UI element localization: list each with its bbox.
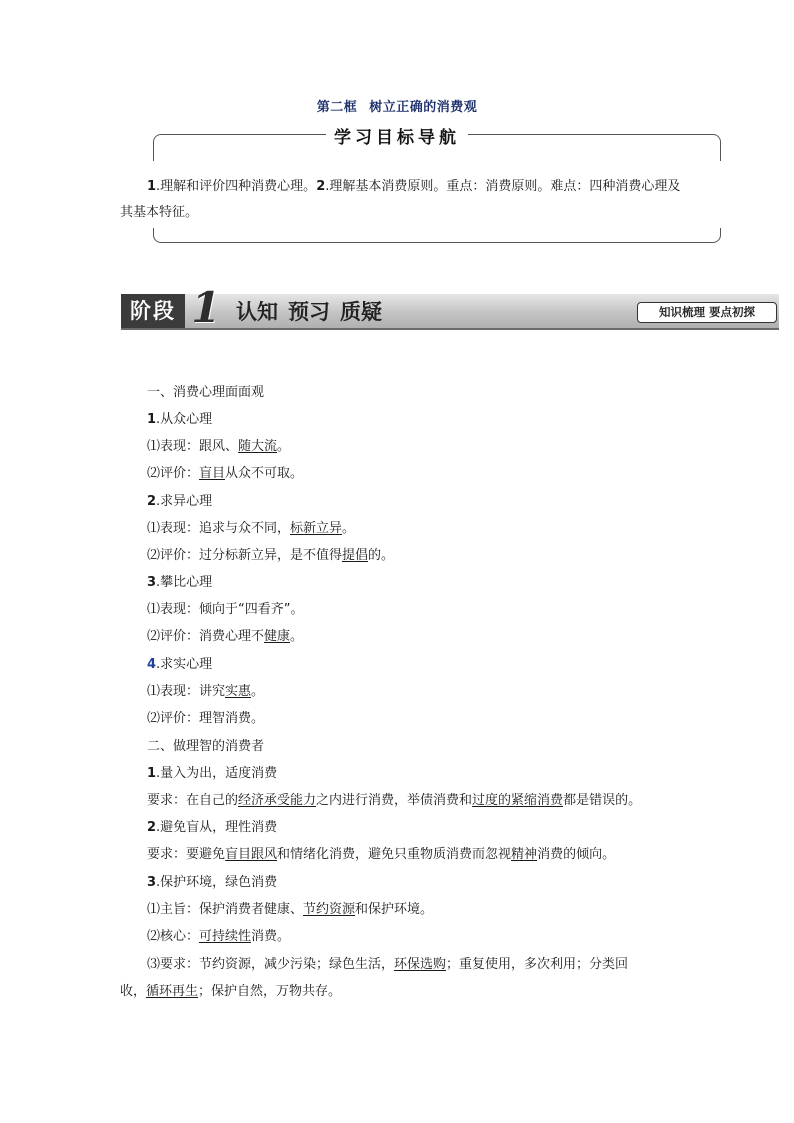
principle-title-1: .量入为出，适度消费: [156, 766, 278, 781]
underlined-answer: 随大流: [238, 439, 278, 454]
text: ⑵评价：: [147, 466, 200, 481]
principle-heading-3: [147, 874, 277, 892]
point-1-item-1: [147, 438, 290, 456]
text: ⑴表现：跟风、: [147, 439, 239, 454]
text: 。: [342, 521, 356, 536]
principle-3-item-3-cont: [120, 983, 341, 1001]
point-heading-4: [147, 656, 212, 674]
underlined-answer: 循环再生: [146, 984, 199, 999]
principle-number-3: 3: [147, 875, 157, 890]
stage-title: [236, 294, 382, 328]
objectives-heading-text: 学习目标导航: [326, 123, 468, 148]
point-number-2: 2: [147, 494, 157, 509]
underlined-answer: 健康: [264, 629, 291, 644]
point-title-1: .从众心理: [156, 412, 213, 427]
principle-number-1: 1: [147, 766, 157, 781]
stage-title-3: 质疑: [340, 299, 382, 324]
objectives-box-bottom: [153, 228, 721, 243]
point-title-4: .求实心理: [156, 657, 213, 672]
underlined-answer: 盲目: [199, 466, 226, 481]
underlined-answer: 标新立异: [290, 521, 343, 536]
underlined-answer: 环保选购: [394, 957, 447, 972]
point-heading-1: [147, 411, 212, 429]
point-number-3: 3: [147, 575, 157, 590]
title-part-2: 树立正确的消费观: [369, 100, 478, 115]
section-heading-1: 一、消费心理面面观: [147, 385, 265, 400]
point-2-item-2: [147, 547, 394, 565]
point-title-2: .求异心理: [156, 494, 213, 509]
point-3-item-2: [147, 628, 303, 646]
underlined-answer: 可持续性: [199, 929, 252, 944]
text: 的。: [368, 548, 395, 563]
stage-badge: 知识梳理 要点初探: [637, 302, 777, 323]
text: 消费。: [251, 929, 291, 944]
text: 和情绪化消费，避免只重物质消费而忽视: [277, 847, 512, 862]
text: 。: [290, 629, 304, 644]
text: ⑴表现：讲究: [147, 684, 226, 699]
section-heading-2: 二、做理智的消费者: [147, 739, 265, 754]
text: ⑵核心：: [147, 929, 200, 944]
text: 。: [251, 684, 265, 699]
text: 。: [277, 439, 291, 454]
objective-number-1: 1: [147, 179, 157, 194]
principle-title-3: .保护环境，绿色消费: [156, 875, 278, 890]
objective-2: .理解基本消费原则。重点：消费原则。难点：四种消费心理及其基本特征。: [120, 179, 681, 220]
text: 消费的倾向。: [537, 847, 616, 862]
principle-heading-2: [147, 819, 277, 837]
principle-number-2: 2: [147, 820, 157, 835]
principle-3-item-1: [147, 901, 433, 919]
text: ；重复使用，多次利用；分类回: [446, 957, 629, 972]
text: 和保护环境。: [355, 902, 434, 917]
principle-title-2: .避免盲从，理性消费: [156, 820, 278, 835]
stage-number: 1: [191, 283, 221, 332]
text: ⑵评价：过分标新立异，是不值得: [147, 548, 343, 563]
principle-3-item-2: [147, 928, 290, 946]
text: ⑴主旨：保护消费者健康、: [147, 902, 304, 917]
point-1-item-2: [147, 465, 303, 483]
point-heading-2: [147, 493, 212, 511]
principle-3-item-3: [147, 956, 628, 974]
point-3-item-1: ⑴表现：倾向于“四看齐”。: [147, 602, 304, 617]
stage-title-1: 认知: [236, 299, 278, 324]
underlined-answer: 精神: [511, 847, 538, 862]
objective-number-2: 2: [316, 179, 326, 194]
objectives-text: [120, 174, 690, 226]
stage-label: 阶段: [121, 294, 185, 328]
text: 收，: [120, 984, 147, 999]
text: ⑵评价：消费心理不: [147, 629, 265, 644]
point-2-item-1: [147, 520, 355, 538]
underlined-answer: 盲目跟风: [225, 847, 278, 862]
principle-2-requirement: [120, 846, 615, 864]
point-number-1: 1: [147, 412, 157, 427]
underlined-answer: 节约资源: [303, 902, 356, 917]
underlined-answer: 过度的紧缩消费: [472, 793, 564, 808]
point-number-4: 4: [147, 657, 157, 672]
text: 要求：在自己的: [147, 793, 239, 808]
page-title: [0, 96, 794, 115]
objectives-heading: [0, 123, 794, 148]
point-4-item-1: [147, 683, 264, 701]
title-part-1: 第二框: [316, 100, 358, 115]
stage-title-2: 预习: [288, 299, 330, 324]
text: ；保护自然，万物共存。: [198, 984, 342, 999]
text: ⑴表现：追求与众不同，: [147, 521, 291, 536]
text: ⑶要求：节约资源，减少污染；绿色生活，: [147, 957, 395, 972]
text: 之内进行消费，举债消费和: [316, 793, 473, 808]
text: 都是错误的。: [563, 793, 642, 808]
point-heading-3: [147, 574, 212, 592]
text: 要求：要避免: [147, 847, 226, 862]
principle-1-requirement: [120, 792, 641, 810]
point-4-item-2: ⑵评价：理智消费。: [147, 711, 265, 726]
point-title-3: .攀比心理: [156, 575, 213, 590]
underlined-answer: 实惠: [225, 684, 252, 699]
underlined-answer: 经济承受能力: [238, 793, 317, 808]
objective-1: .理解和评价四种消费心理。: [156, 179, 317, 194]
text: 从众不可取。: [225, 466, 304, 481]
underlined-answer: 提倡: [342, 548, 369, 563]
principle-heading-1: [147, 765, 277, 783]
